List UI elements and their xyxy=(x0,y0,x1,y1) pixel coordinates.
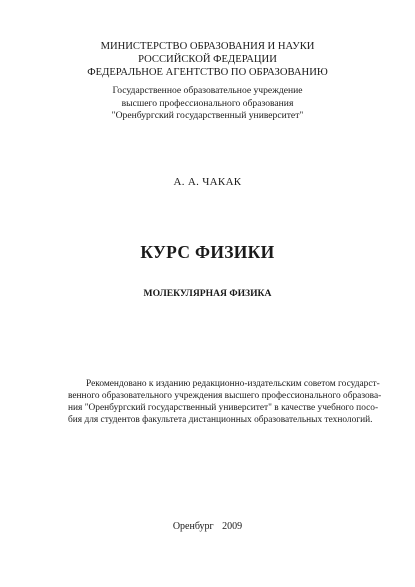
book-subtitle: МОЛЕКУЛЯРНАЯ ФИЗИКА xyxy=(143,288,272,299)
publication-year: 2009 xyxy=(222,521,243,532)
recommendation-line: Рекомендовано к изданию редакционно-издательским советом государст- xyxy=(86,379,380,389)
book-title: КУРС ФИЗИКИ xyxy=(140,242,275,262)
recommendation-paragraph xyxy=(68,378,382,426)
ministry-line: РОССИЙСКОЙ ФЕДЕРАЦИИ xyxy=(138,54,277,65)
recommendation-line: ния "Оренбургский государственный университет" в качестве учебного посо- xyxy=(68,403,379,413)
publication-footer xyxy=(0,521,415,532)
institution-header xyxy=(0,85,415,123)
institution-line: высшего профессионального образования xyxy=(121,97,294,109)
author-name: А. А. ЧАКАК xyxy=(173,176,242,188)
publication-city: Оренбург xyxy=(172,521,214,532)
institution-line: Государственное образовательное учреждение xyxy=(112,85,303,96)
ministry-line: ФЕДЕРАЛЬНОЕ АГЕНТСТВО ПО ОБРАЗОВАНИЮ xyxy=(87,67,328,78)
ministry-header xyxy=(0,40,415,79)
ministry-line: МИНИСТЕРСТВО ОБРАЗОВАНИЯ И НАУКИ xyxy=(100,41,315,52)
recommendation-line: венного образовательного учреждения высшего профессионального образова- xyxy=(68,391,382,401)
institution-line: "Оренбургский государственный университет" xyxy=(111,110,304,121)
recommendation-line: бия для студентов факультета дистанционных образовательных технологий. xyxy=(68,415,373,425)
